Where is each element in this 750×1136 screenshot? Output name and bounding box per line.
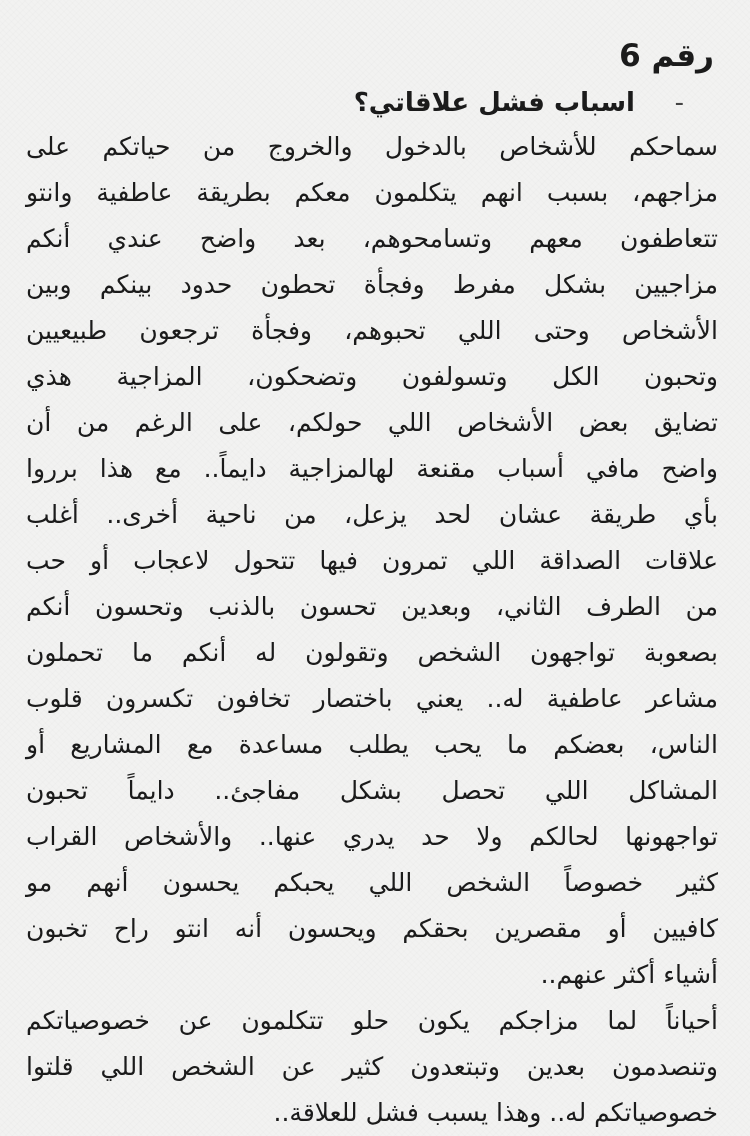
body-line: المشاكل اللي تحصل بشكل مفاجئ.. دايماً تحبون (26, 776, 718, 805)
body-line: واضح مافي أسباب مقنعة لهالمزاجية دايماً.. مع هذا برروا (26, 454, 718, 483)
body-line: مزاجيين بشكل مفرط وفجأة تحطون حدود بينكم وبين (26, 270, 718, 299)
note-title: رقم 6 (619, 38, 714, 74)
body-line: علاقات الصداقة اللي تمرون فيها تتحول لاعجاب أو حب (26, 546, 718, 575)
body-line: تضايق بعض الأشخاص اللي حولكم، على الرغم من أن (26, 408, 718, 437)
body-line: أحياناً لما مزاجكم يكون حلو تتكلمون عن خصوصياتكم (26, 1006, 718, 1035)
body-line: سماحكم للأشخاص بالدخول والخروج من حياتكم على (26, 132, 718, 161)
body-line: بأي طريقة عشان لحد يزعل، من ناحية أخرى.. أغلب (26, 500, 718, 529)
note-body (26, 124, 718, 1136)
body-line: بصعوبة تواجهون الشخص وتقولون له أنكم ما تحملون (26, 638, 718, 667)
body-line: من الطرف الثاني، وبعدين تحسون بالذنب وتحسون أنكم (26, 592, 718, 621)
body-line: كافيين أو مقصرين بحقكم ويحسون أنه انتو راح تخبون (26, 914, 718, 943)
note-page (26, 30, 718, 1136)
body-line: مشاعر عاطفية له.. يعني باختصار تخافون تكسرون قلوب (26, 684, 718, 713)
subtitle-dash: - (674, 88, 684, 118)
body-line: وتنصدمون بعدين وتبتعدون كثير عن الشخص اللي قلتوا (26, 1052, 718, 1081)
body-line: الناس، بعضكم ما يحب يطلب مساعدة مع المشاريع أو (26, 730, 718, 759)
body-line: أشياء أكثر عنهم.. (540, 960, 718, 989)
note-subtitle: اسباب فشل علاقاتي؟ (353, 88, 635, 118)
body-line: كثير خصوصاً الشخص اللي يحبكم يحسون أنهم مو (26, 868, 718, 897)
body-line: تواجهونها لحالكم ولا حد يدري عنها.. والأشخاص القراب (26, 822, 718, 851)
body-line: وتحبون الكل وتسولفون وتضحكون، المزاجية هذي (26, 362, 718, 391)
body-line: خصوصياتكم له.. وهذا يسبب فشل للعلاقة.. (273, 1098, 718, 1127)
body-line: تتعاطفون معهم وتسامحوهم، بعد واضح عندي أنكم (26, 224, 718, 253)
note-subtitle-row (26, 82, 718, 124)
body-line: مزاجهم، بسبب انهم يتكلمون معكم بطريقة عاطفية وانتو (26, 178, 718, 207)
body-line: الأشخاص وحتى اللي تحبوهم، وفجأة ترجعون طبيعيين (26, 316, 718, 345)
